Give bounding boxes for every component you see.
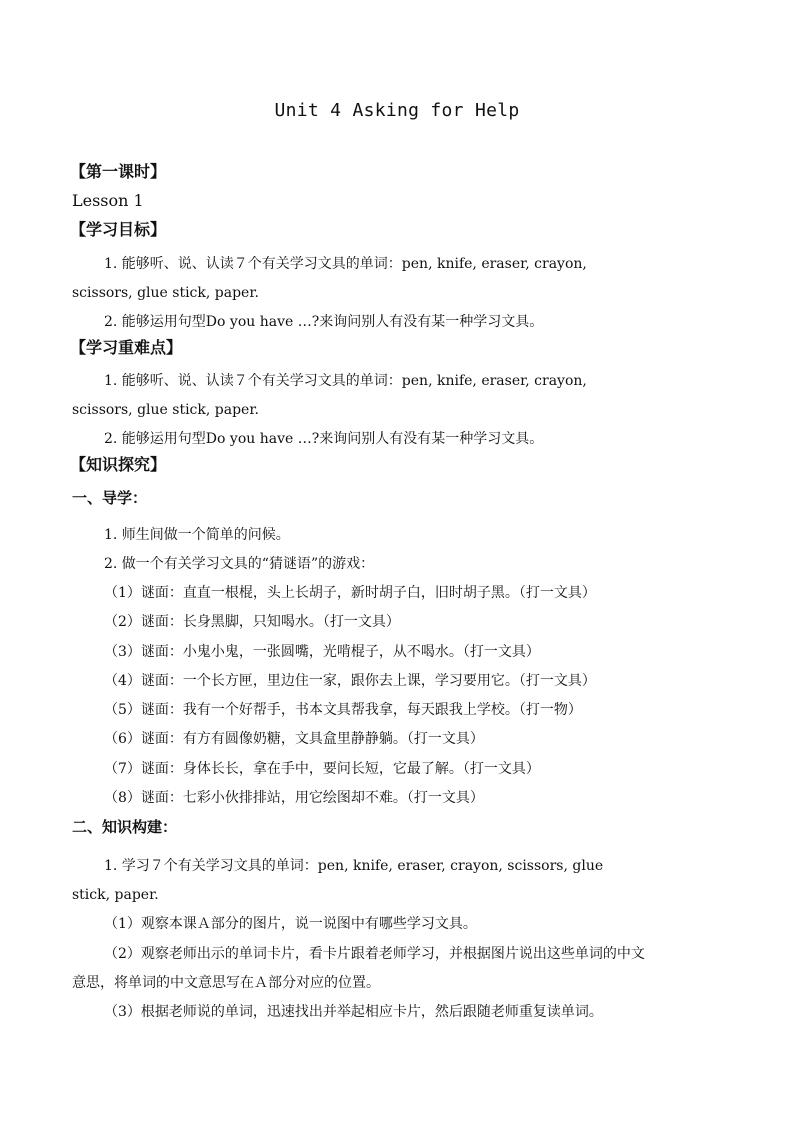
section-2-item-1-line-2: stick, paper. bbox=[72, 887, 159, 903]
lesson-label: Lesson 1 bbox=[72, 191, 144, 210]
riddle-item: （3）谜面：小鬼小鬼，一张圆嘴，光啃棍子，从不喝水。（打一文具） bbox=[104, 644, 540, 660]
objective-2: 2. 能够运用句型Do you have …?来询问别人有没有某一种学习文具。 bbox=[104, 314, 544, 330]
section-2-step-2-line-1: （2）观察老师出示的单词卡片，看卡片跟着老师学习，并根据图片说出这些单词的中文 bbox=[104, 946, 645, 962]
section-2-step-2-line-2: 意思，将单词的中文意思写在Ａ部分对应的位置。 bbox=[72, 975, 380, 991]
riddle-item: （7）谜面：身体长长，拿在手中，要问长短，它最了解。（打一文具） bbox=[104, 761, 540, 777]
objective-1-line-2: scissors, glue stick, paper. bbox=[72, 285, 259, 301]
lesson-period-heading: 【第一课时】 bbox=[70, 162, 167, 181]
section-1-title: 一、导学： bbox=[72, 489, 148, 507]
section-2-item-1-line-1: 1. 学习７个有关学习文具的单词：pen, knife, eraser, crayon, scissors, glue bbox=[104, 858, 604, 874]
key-point-1-line-2: scissors, glue stick, paper. bbox=[72, 402, 259, 418]
explore-heading: 【知识探究】 bbox=[70, 455, 167, 474]
riddle-item: （8）谜面：七彩小伙排排站，用它绘图却不难。（打一文具） bbox=[104, 790, 484, 806]
key-point-1-line-1: 1. 能够听、说、认读７个有关学习文具的单词：pen, knife, eraser, crayon, bbox=[104, 373, 587, 389]
section-1-item-2: 2. 做一个有关学习文具的“猜谜语”的游戏： bbox=[104, 556, 375, 572]
document-title: Unit 4 Asking for Help bbox=[274, 100, 520, 121]
key-point-2: 2. 能够运用句型Do you have …?来询问别人有没有某一种学习文具。 bbox=[104, 431, 544, 447]
section-2-title: 二、知识构建： bbox=[72, 818, 178, 836]
riddle-item: （6）谜面：有方有圆像奶糖，文具盒里静静躺。（打一文具） bbox=[104, 731, 484, 747]
section-2-step-3: （3）根据老师说的单词，迅速找出并举起相应卡片，然后跟随老师重复读单词。 bbox=[104, 1004, 603, 1020]
riddle-item: （1）谜面：直直一根棍，头上长胡子，新时胡子白，旧时胡子黑。（打一文具） bbox=[104, 585, 596, 601]
riddle-item: （5）谜面：我有一个好帮手，书本文具帮我拿，每天跟我上学校。（打一物） bbox=[104, 702, 582, 718]
riddle-item: （2）谜面：长身黑脚，只知喝水。（打一文具） bbox=[104, 614, 400, 630]
riddle-item: （4）谜面：一个长方匣，里边住一家，跟你去上课，学习要用它。（打一文具） bbox=[104, 673, 596, 689]
section-2-step-1: （1）观察本课Ａ部分的图片，说一说图中有哪些学习文具。 bbox=[104, 916, 477, 932]
key-points-heading: 【学习重难点】 bbox=[70, 338, 183, 357]
section-1-item-1: 1. 师生间做一个简单的问候。 bbox=[104, 527, 290, 543]
objective-1-line-1: 1. 能够听、说、认读７个有关学习文具的单词：pen, knife, eraser, crayon, bbox=[104, 256, 587, 272]
objectives-heading: 【学习目标】 bbox=[70, 220, 167, 239]
